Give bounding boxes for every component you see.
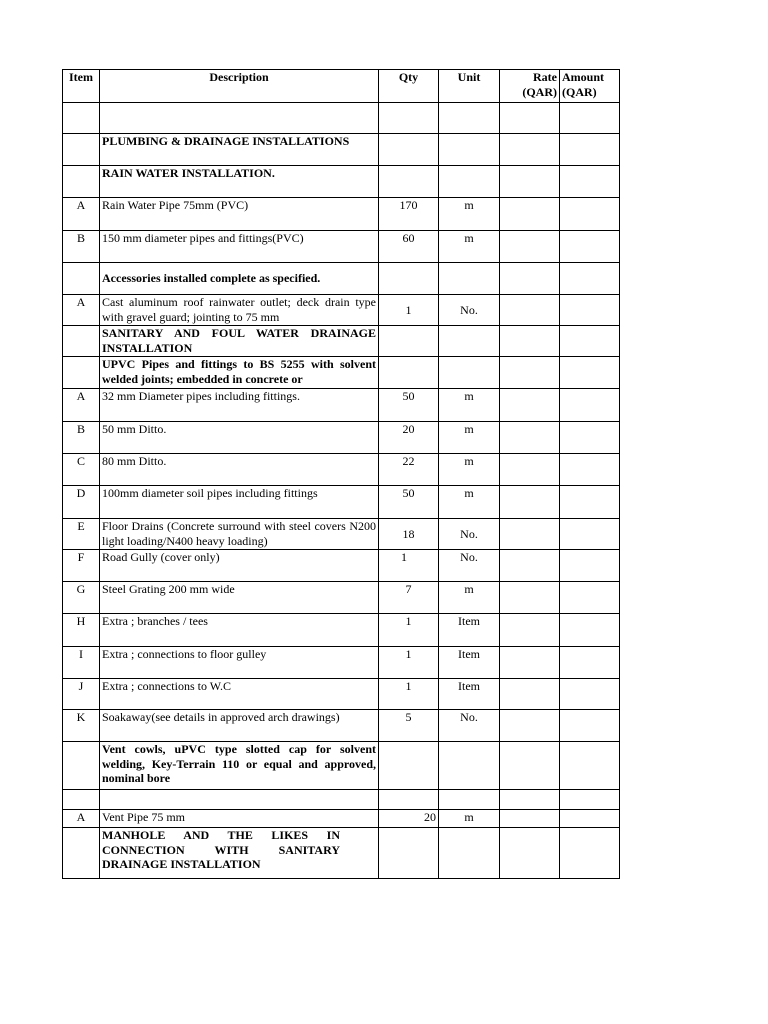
- unit-cell: [439, 166, 500, 198]
- unit-cell: Item: [439, 647, 500, 679]
- item-cell: G: [63, 582, 100, 614]
- description-cell: PLUMBING & DRAINAGE INSTALLATIONS: [100, 134, 379, 166]
- table-row: [63, 357, 620, 389]
- amount-cell: [560, 231, 620, 263]
- table-row: [63, 454, 620, 486]
- item-cell: [63, 263, 100, 295]
- table-row: [63, 198, 620, 231]
- rate-cell: [500, 198, 560, 231]
- rate-cell: [500, 582, 560, 614]
- description-cell: [100, 790, 379, 810]
- qty-cell: [379, 103, 439, 134]
- qty-cell: 1: [379, 295, 439, 326]
- amount-cell: [560, 357, 620, 389]
- amount-cell: [560, 519, 620, 550]
- table-row: [63, 679, 620, 710]
- item-cell: [63, 357, 100, 389]
- header-rate: Rate (QAR): [500, 70, 560, 103]
- amount-cell: [560, 389, 620, 422]
- qty-cell: [379, 790, 439, 810]
- description-cell: UPVC Pipes and fittings to BS 5255 with solvent welded joints; embedded in concrete or: [100, 357, 379, 389]
- table-row: [63, 828, 620, 879]
- description-cell: Extra ; branches / tees: [100, 614, 379, 647]
- item-cell: J: [63, 679, 100, 710]
- qty-cell: 20: [379, 422, 439, 454]
- description-cell: MANHOLE AND THE LIKES IN CONNECTION WITH SANITARY DRAINAGE INSTALLATION: [100, 828, 379, 879]
- description-cell: Vent cowls, uPVC type slotted cap for solvent welding, Key-Terrain 110 or equal and approved, nominal bore: [100, 742, 379, 790]
- description-cell: 100mm diameter soil pipes including fittings: [100, 486, 379, 519]
- description-cell: 32 mm Diameter pipes including fittings.: [100, 389, 379, 422]
- amount-cell: [560, 742, 620, 790]
- description-cell: Vent Pipe 75 mm: [100, 810, 379, 828]
- unit-cell: [439, 790, 500, 810]
- unit-cell: Item: [439, 614, 500, 647]
- unit-cell: m: [439, 810, 500, 828]
- unit-cell: [439, 134, 500, 166]
- qty-cell: 50: [379, 486, 439, 519]
- unit-cell: m: [439, 389, 500, 422]
- unit-cell: No.: [439, 710, 500, 742]
- amount-cell: [560, 614, 620, 647]
- table-row: [63, 647, 620, 679]
- amount-cell: [560, 263, 620, 295]
- rate-cell: [500, 326, 560, 357]
- table-row: [63, 422, 620, 454]
- item-cell: A: [63, 295, 100, 326]
- table-row: [63, 103, 620, 134]
- amount-cell: [560, 810, 620, 828]
- rate-cell: [500, 519, 560, 550]
- qty-cell: 60: [379, 231, 439, 263]
- qty-cell: 22: [379, 454, 439, 486]
- table-row: [63, 166, 620, 198]
- table-row: [63, 326, 620, 357]
- qty-cell: 1: [379, 614, 439, 647]
- unit-cell: m: [439, 231, 500, 263]
- rate-cell: [500, 614, 560, 647]
- item-cell: [63, 134, 100, 166]
- header-unit: Unit: [439, 70, 500, 103]
- unit-cell: m: [439, 454, 500, 486]
- unit-cell: [439, 263, 500, 295]
- item-cell: A: [63, 389, 100, 422]
- amount-cell: [560, 679, 620, 710]
- amount-cell: [560, 326, 620, 357]
- qty-cell: [379, 166, 439, 198]
- rate-cell: [500, 422, 560, 454]
- rate-cell: [500, 679, 560, 710]
- header-description: Description: [100, 70, 379, 103]
- unit-cell: [439, 828, 500, 879]
- item-cell: [63, 742, 100, 790]
- item-cell: [63, 326, 100, 357]
- qty-cell: [379, 263, 439, 295]
- qty-cell: [379, 828, 439, 879]
- item-cell: K: [63, 710, 100, 742]
- rate-cell: [500, 710, 560, 742]
- unit-cell: m: [439, 422, 500, 454]
- rate-cell: [500, 166, 560, 198]
- qty-cell: [379, 742, 439, 790]
- amount-cell: [560, 550, 620, 582]
- item-cell: I: [63, 647, 100, 679]
- qty-cell: 50: [379, 389, 439, 422]
- table-row: [63, 582, 620, 614]
- amount-cell: [560, 790, 620, 810]
- rate-cell: [500, 790, 560, 810]
- description-cell: Road Gully (cover only): [100, 550, 379, 582]
- rate-cell: [500, 810, 560, 828]
- rate-cell: [500, 828, 560, 879]
- amount-cell: [560, 198, 620, 231]
- item-cell: [63, 790, 100, 810]
- unit-cell: m: [439, 582, 500, 614]
- rate-cell: [500, 103, 560, 134]
- rate-cell: [500, 742, 560, 790]
- item-cell: H: [63, 614, 100, 647]
- header-qty: Qty: [379, 70, 439, 103]
- qty-cell: 20: [379, 810, 439, 828]
- description-cell: Cast aluminum roof rainwater outlet; deck drain type with gravel guard; jointing to 75 mm: [100, 295, 379, 326]
- amount-cell: [560, 103, 620, 134]
- rate-cell: [500, 295, 560, 326]
- unit-cell: No.: [439, 550, 500, 582]
- qty-cell: [379, 357, 439, 389]
- rate-cell: [500, 134, 560, 166]
- amount-cell: [560, 710, 620, 742]
- description-cell: Steel Grating 200 mm wide: [100, 582, 379, 614]
- table-row: [63, 295, 620, 326]
- amount-cell: [560, 828, 620, 879]
- item-cell: [63, 166, 100, 198]
- table-row: [63, 810, 620, 828]
- amount-cell: [560, 647, 620, 679]
- amount-cell: [560, 486, 620, 519]
- amount-cell: [560, 166, 620, 198]
- rate-cell: [500, 550, 560, 582]
- table-row: [63, 742, 620, 790]
- unit-cell: No.: [439, 519, 500, 550]
- table-row: [63, 263, 620, 295]
- qty-cell: 7: [379, 582, 439, 614]
- qty-cell: [379, 326, 439, 357]
- rate-cell: [500, 454, 560, 486]
- description-cell: Extra ; connections to W.C: [100, 679, 379, 710]
- qty-cell: [379, 134, 439, 166]
- rate-cell: [500, 486, 560, 519]
- table-row: [63, 550, 620, 582]
- item-cell: B: [63, 422, 100, 454]
- description-cell: Extra ; connections to floor gulley: [100, 647, 379, 679]
- item-cell: A: [63, 198, 100, 231]
- rate-cell: [500, 389, 560, 422]
- qty-cell: 170: [379, 198, 439, 231]
- header-item: Item: [63, 70, 100, 103]
- item-cell: C: [63, 454, 100, 486]
- unit-cell: Item: [439, 679, 500, 710]
- unit-cell: m: [439, 198, 500, 231]
- item-cell: F: [63, 550, 100, 582]
- amount-cell: [560, 134, 620, 166]
- rate-cell: [500, 647, 560, 679]
- amount-cell: [560, 422, 620, 454]
- rate-cell: [500, 357, 560, 389]
- description-cell: Accessories installed complete as specified.: [100, 263, 379, 295]
- unit-cell: No.: [439, 295, 500, 326]
- qty-cell: 1: [379, 550, 439, 582]
- description-cell: Floor Drains (Concrete surround with steel covers N200 light loading/N400 heavy loading): [100, 519, 379, 550]
- bill-of-quantities-table: [62, 69, 620, 879]
- table-row: [63, 614, 620, 647]
- table-row: [63, 389, 620, 422]
- description-cell: Rain Water Pipe 75mm (PVC): [100, 198, 379, 231]
- rate-cell: [500, 231, 560, 263]
- item-cell: [63, 828, 100, 879]
- amount-cell: [560, 454, 620, 486]
- item-cell: D: [63, 486, 100, 519]
- unit-cell: [439, 103, 500, 134]
- description-cell: 150 mm diameter pipes and fittings(PVC): [100, 231, 379, 263]
- rate-cell: [500, 263, 560, 295]
- description-cell: SANITARY AND FOUL WATER DRAINAGE INSTALLATION: [100, 326, 379, 357]
- table-row: [63, 231, 620, 263]
- description-cell: 80 mm Ditto.: [100, 454, 379, 486]
- amount-cell: [560, 582, 620, 614]
- amount-cell: [560, 295, 620, 326]
- unit-cell: m: [439, 486, 500, 519]
- unit-cell: [439, 357, 500, 389]
- unit-cell: [439, 742, 500, 790]
- header-amount: Amount (QAR): [560, 70, 620, 103]
- table-row: [63, 519, 620, 550]
- qty-cell: 5: [379, 710, 439, 742]
- qty-cell: 1: [379, 647, 439, 679]
- qty-cell: 1: [379, 679, 439, 710]
- description-cell: [100, 103, 379, 134]
- unit-cell: [439, 326, 500, 357]
- item-cell: [63, 103, 100, 134]
- description-cell: 50 mm Ditto.: [100, 422, 379, 454]
- header-row: [63, 70, 620, 103]
- table-row: [63, 486, 620, 519]
- table-row: [63, 134, 620, 166]
- item-cell: A: [63, 810, 100, 828]
- qty-cell: 18: [379, 519, 439, 550]
- table-row: [63, 790, 620, 810]
- description-cell: RAIN WATER INSTALLATION.: [100, 166, 379, 198]
- table-row: [63, 710, 620, 742]
- item-cell: B: [63, 231, 100, 263]
- description-cell: Soakaway(see details in approved arch drawings): [100, 710, 379, 742]
- item-cell: E: [63, 519, 100, 550]
